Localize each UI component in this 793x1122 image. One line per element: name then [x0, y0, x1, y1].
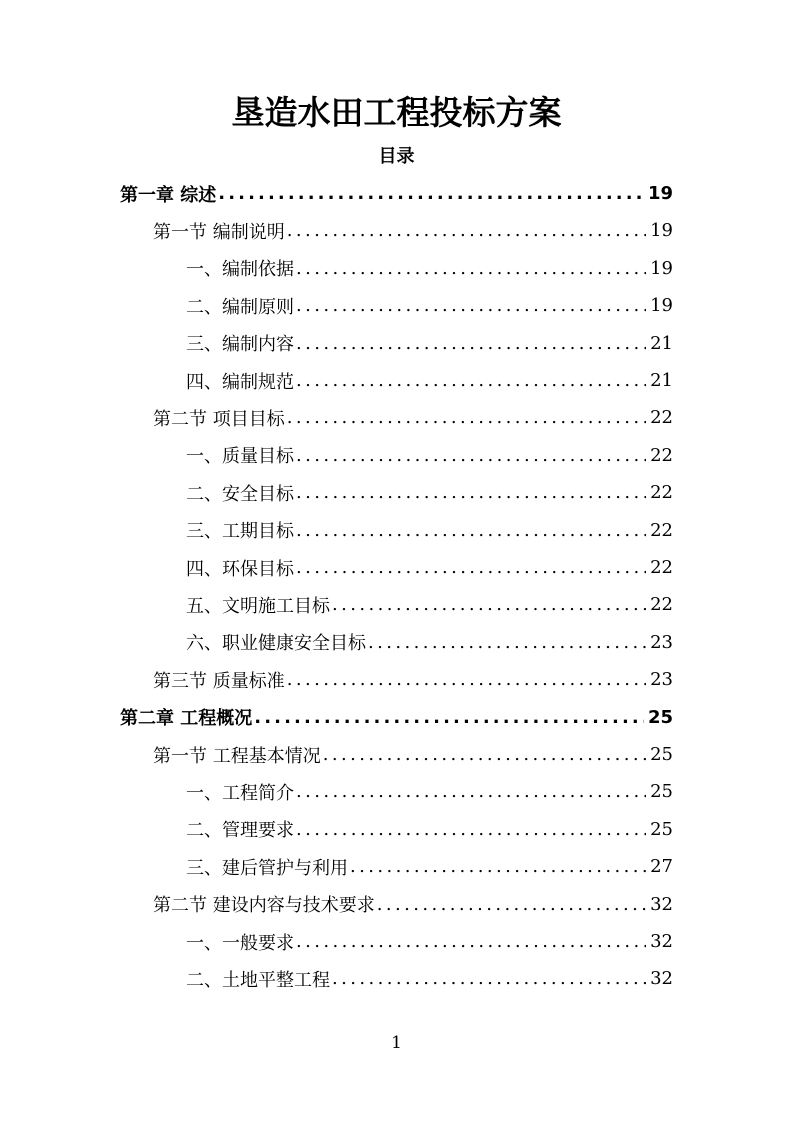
toc-entry-page: 21 [650, 332, 673, 354]
toc-entry-label: 第二节 项目目标 [153, 408, 285, 430]
toc-entry-page: 19 [650, 295, 673, 317]
toc-entry-page: 23 [650, 669, 673, 691]
toc-subsection-entry[interactable] [186, 773, 673, 810]
toc-entry-label: 一、一般要求 [186, 932, 294, 954]
toc-chapter-entry[interactable] [120, 175, 673, 212]
toc-entry-page: 22 [650, 557, 673, 578]
toc-dot-leader [287, 220, 646, 241]
toc-dot-leader [287, 407, 646, 428]
toc-entry-label: 第二章 工程概况 [120, 708, 253, 730]
toc-entry-label: 四、编制规范 [186, 371, 294, 393]
toc-entry-page: 25 [647, 706, 673, 728]
toc-dot-leader [296, 370, 646, 391]
toc-entry-label: 二、管理要求 [186, 820, 294, 842]
toc-subsection-entry[interactable] [186, 586, 673, 623]
toc-entry-page: 22 [650, 594, 673, 616]
toc-dot-leader [296, 445, 646, 466]
toc-dot-leader [350, 856, 646, 877]
toc-entry-label: 一、工程简介 [186, 782, 294, 804]
toc-entry-page: 22 [650, 482, 673, 504]
toc-entry-label: 三、编制内容 [186, 334, 294, 356]
toc-entry-label: 五、文明施工目标 [186, 595, 330, 617]
toc-subsection-entry[interactable] [186, 287, 673, 324]
toc-dot-leader [377, 894, 646, 915]
toc-entry-page: 25 [650, 744, 673, 765]
page-number: 1 [391, 1033, 402, 1053]
toc-dot-leader [287, 669, 646, 690]
toc-entry-page: 22 [650, 444, 673, 466]
toc-entry-label: 二、土地平整工程 [186, 969, 330, 991]
toc-entry-label: 第二节 建设内容与技术要求 [153, 895, 375, 917]
toc-entry-label: 第一章 综述 [120, 184, 217, 206]
document-title: 垦造水田工程投标方案 [231, 93, 562, 132]
toc-entry-page: 19 [650, 220, 673, 242]
toc-entry-label: 第一节 编制说明 [153, 221, 285, 243]
toc-entry-page: 21 [650, 370, 673, 391]
toc-dot-leader [332, 594, 646, 615]
toc-entry-label: 六、职业健康安全目标 [186, 633, 366, 655]
toc-entry-label: 三、建后管护与利用 [186, 857, 348, 879]
toc-section-entry[interactable] [153, 886, 673, 923]
toc-entry-page: 19 [650, 257, 673, 279]
toc-subsection-entry[interactable] [186, 960, 673, 997]
toc-dot-leader [296, 482, 646, 503]
toc-section-entry[interactable] [153, 399, 673, 436]
toc-subsection-entry[interactable] [186, 362, 673, 399]
toc-subsection-entry[interactable] [186, 474, 673, 511]
toc-dot-leader [296, 520, 646, 541]
toc-entry-label: 一、质量目标 [186, 446, 294, 468]
toc-dot-leader [254, 707, 644, 728]
toc-dot-leader [296, 781, 646, 802]
toc-chapter-entry[interactable] [120, 699, 673, 736]
toc-entry-page: 27 [650, 856, 673, 878]
toc-subsection-entry[interactable] [186, 437, 673, 474]
toc-subsection-entry[interactable] [186, 512, 673, 549]
toc-entry-page: 22 [650, 519, 673, 541]
toc-dot-leader [368, 632, 646, 653]
toc-entry-page: 25 [650, 818, 673, 840]
toc-subsection-entry[interactable] [186, 811, 673, 848]
toc-dot-leader [296, 557, 646, 578]
toc-entry-label: 二、编制原则 [186, 296, 294, 318]
toc-entry-label: 三、工期目标 [186, 521, 294, 543]
toc-entry-page: 19 [647, 183, 673, 204]
toc-entry-page: 32 [650, 893, 673, 915]
toc-entry-label: 二、安全目标 [186, 483, 294, 505]
toc-dot-leader [323, 744, 646, 765]
toc-subsection-entry[interactable] [186, 325, 673, 362]
toc-dot-leader [296, 333, 646, 354]
toc-subsection-entry[interactable] [186, 848, 673, 885]
toc-dot-leader [296, 258, 646, 279]
toc-entry-page: 32 [650, 968, 673, 990]
toc-heading: 目录 [378, 146, 415, 167]
toc-section-entry[interactable] [153, 661, 673, 698]
toc-subsection-entry[interactable] [186, 624, 673, 661]
toc-subsection-entry[interactable] [186, 250, 673, 287]
toc-dot-leader [296, 931, 646, 952]
toc-entry-page: 23 [650, 631, 673, 653]
toc-entry-label: 一、编制依据 [186, 259, 294, 281]
toc-entry-label: 第一节 工程基本情况 [153, 745, 321, 767]
toc-entry-page: 22 [650, 407, 673, 429]
toc-entry-page: 32 [650, 931, 673, 952]
toc-subsection-entry[interactable] [186, 549, 673, 586]
toc-dot-leader [296, 819, 646, 840]
toc-section-entry[interactable] [153, 736, 673, 773]
toc-dot-leader [296, 295, 646, 316]
toc-dot-leader [332, 968, 646, 989]
toc-entry-label: 四、环保目标 [186, 558, 294, 580]
toc-entry-page: 25 [650, 781, 673, 803]
toc-subsection-entry[interactable] [186, 923, 673, 960]
toc-entry-label: 第三节 质量标准 [153, 670, 285, 692]
toc-dot-leader [218, 183, 644, 204]
toc-section-entry[interactable] [153, 212, 673, 249]
